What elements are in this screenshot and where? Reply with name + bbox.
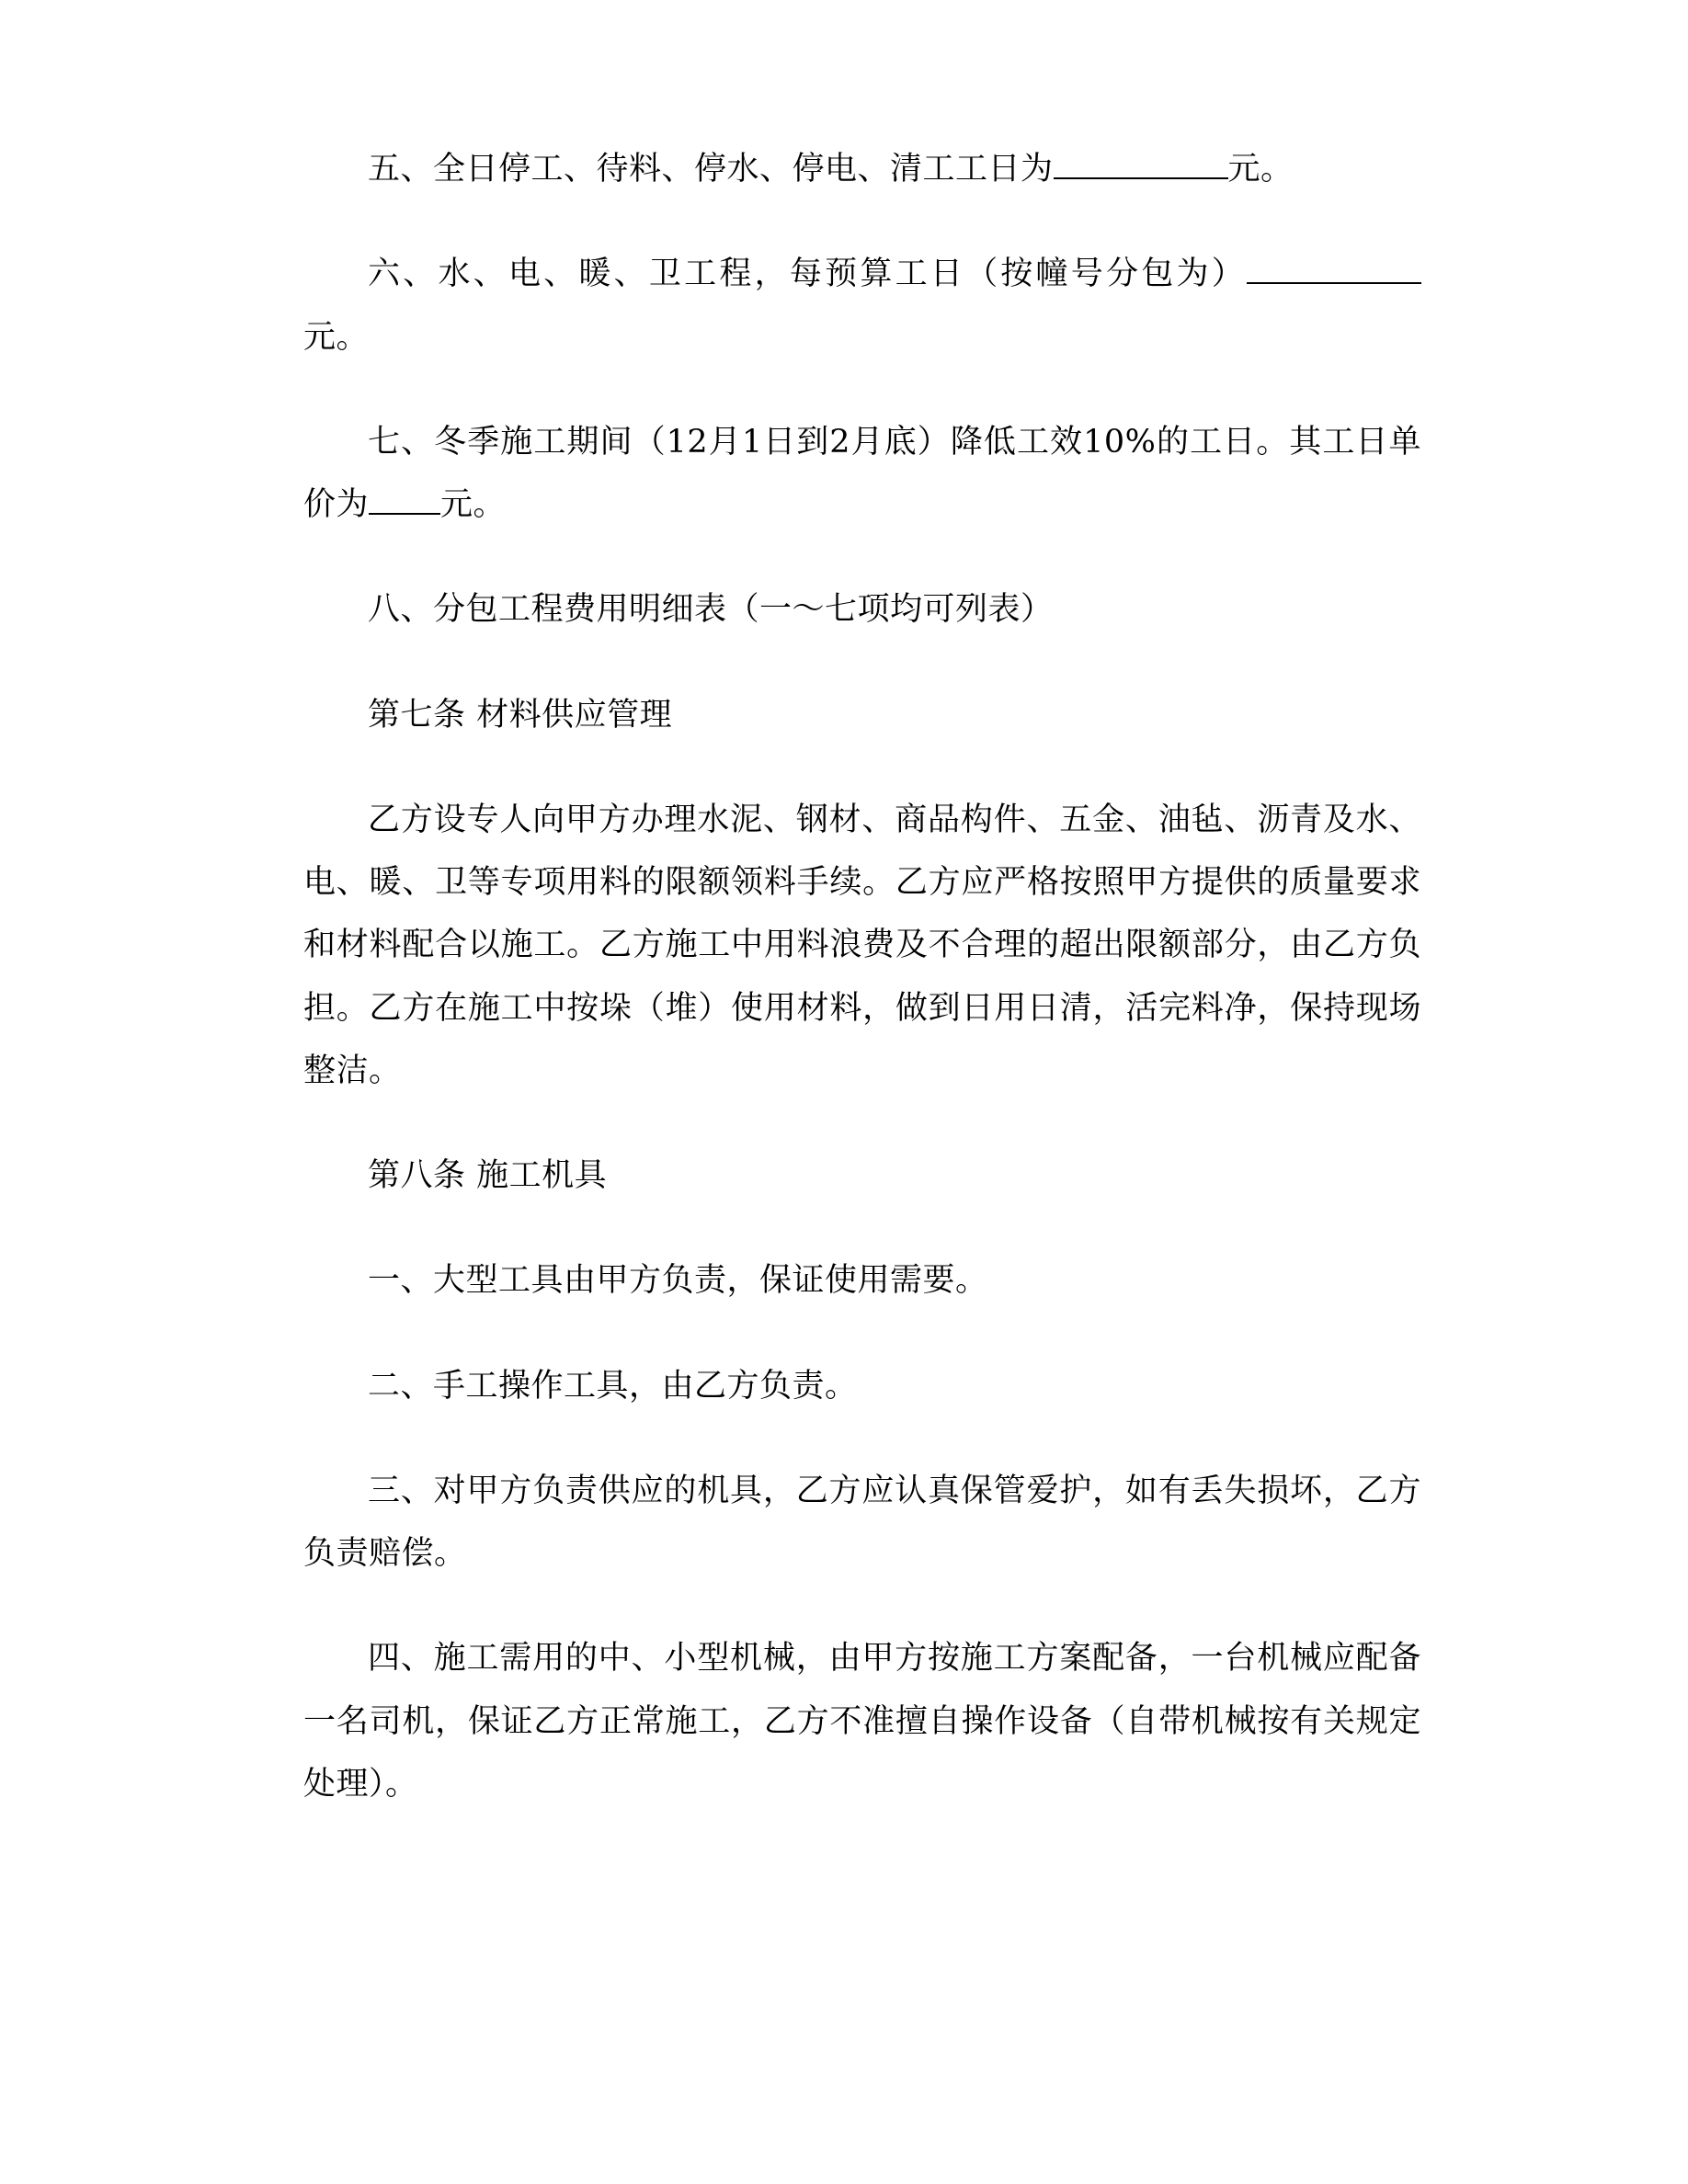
fill-in-blank[interactable] (1247, 282, 1421, 284)
paragraph-text: 五、全日停工、待料、停水、停电、清工工日为 (368, 151, 1054, 188)
document-body (303, 138, 1421, 1815)
paragraph-article-8-item-1: 一、大型工具由甲方负责，保证使用需要。 (368, 1262, 988, 1300)
fill-in-blank[interactable] (369, 513, 440, 515)
paragraph-article-8-item-4: 四、施工需用的中、小型机械，由甲方按施工方案配备，一台机械应配备一名司机，保证乙方正常施工，乙方不准擅自操作设备（自带机械按有关规定处理）。 (303, 1640, 1421, 1803)
paragraph-text: 六、水、电、暖、卫工程，每预算工日（按幢号分包为） (368, 256, 1247, 293)
heading-article-7: 第七条 材料供应管理 (368, 696, 673, 734)
paragraph-text: 七、冬季施工期间（12月1日到2月底）降低工效10%的工日。其工日单价为 (303, 423, 1421, 523)
paragraph-item-5 (303, 138, 1421, 200)
heading-article-8: 第八条 施工机具 (368, 1157, 608, 1194)
paragraph-article-8-item-2: 二、手工操作工具，由乙方负责。 (368, 1367, 858, 1405)
paragraph-item-7 (303, 411, 1421, 537)
paragraph-item-6 (303, 243, 1421, 369)
paragraph-item-8: 八、分包工程费用明细表（一～七项均可列表） (368, 591, 1054, 629)
fill-in-blank[interactable] (1054, 177, 1228, 179)
paragraph-article-8-item-3: 三、对甲方负责供应的机具，乙方应认真保管爱护，如有丢失损坏，乙方负责赔偿。 (303, 1472, 1421, 1572)
paragraph-text-tail: 元。 (440, 486, 507, 523)
paragraph-text-tail: 元。 (303, 318, 370, 356)
paragraph-text-tail: 元。 (1227, 151, 1294, 188)
paragraph-article-7-body: 乙方设专人向甲方办理水泥、钢材、商品构件、五金、油毡、沥青及水、电、暖、卫等专项用料的限额领料手续。乙方应严格按照甲方提供的质量要求和材料配合以施工。乙方施工中用料浪费及不合理的超出限额部分，由乙方负担。乙方在施工中按垛（堆）使用材料，做到日用日清，活完料净，保持现场整洁。 (303, 801, 1421, 1089)
